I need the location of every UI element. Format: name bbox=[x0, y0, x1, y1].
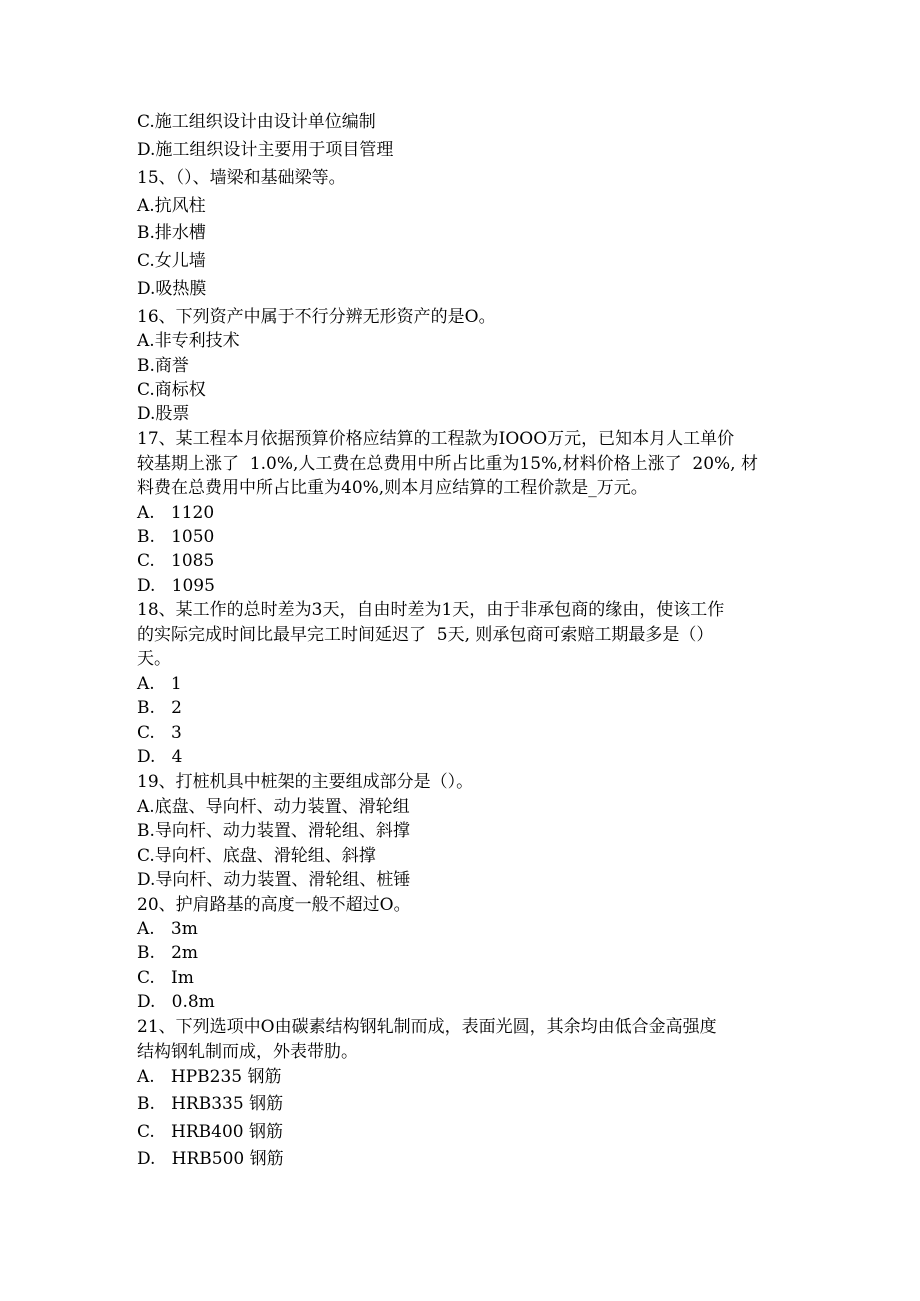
option-line: A. 3m bbox=[137, 919, 198, 939]
option-line: D. 4 bbox=[137, 747, 183, 767]
option-line: C.施工组织设计由设计单位编制 bbox=[137, 112, 376, 132]
option-line: C.女儿墙 bbox=[137, 251, 206, 271]
question-line: 天。 bbox=[137, 649, 171, 669]
option-line: A.抗风柱 bbox=[137, 196, 206, 216]
option-line: C. 3 bbox=[137, 723, 182, 743]
option-line: C.导向杆、底盘、滑轮组、斜撑 bbox=[137, 846, 376, 866]
question-line: 料费在总费用中所占比重为40%,则本月应结算的工程价款是_万元。 bbox=[137, 478, 648, 498]
option-line: B. HRB335 钢筋 bbox=[137, 1094, 284, 1114]
option-line: C.商标权 bbox=[137, 380, 206, 400]
question-line: 18、某工作的总时差为3天，自由时差为1天，由于非承包商的缘由，使该工作 bbox=[137, 600, 725, 620]
option-line: D. HRB500 钢筋 bbox=[137, 1149, 284, 1169]
option-line: D. 1095 bbox=[137, 576, 215, 596]
question-line: 21、下列选项中O由碳素结构钢轧制而成，表面光圆，其余均由低合金高强度 bbox=[137, 1017, 717, 1037]
option-line: D.导向杆、动力装置、滑轮组、桩锤 bbox=[137, 870, 411, 890]
option-line: A. 1120 bbox=[137, 503, 215, 523]
option-line: B. 2 bbox=[137, 698, 182, 718]
question-line: 20、护肩路基的高度一般不超过O。 bbox=[137, 895, 411, 915]
option-line: B.排水槽 bbox=[137, 223, 206, 243]
question-line: 17、某工程本月依据预算价格应结算的工程款为IOOO万元，已知本月人工单价 bbox=[137, 429, 735, 449]
option-line: A.底盘、导向杆、动力装置、滑轮组 bbox=[137, 797, 410, 817]
option-line: A. 1 bbox=[137, 674, 182, 694]
option-line: B. 2m bbox=[137, 943, 199, 963]
option-line: C. HRB400 钢筋 bbox=[137, 1122, 283, 1142]
option-line: D.吸热膜 bbox=[137, 279, 207, 299]
option-line: A.非专利技术 bbox=[137, 331, 240, 351]
question-line: 较基期上涨了 1.0%,人工费在总费用中所占比重为15%,材料价格上涨了 20%, 材 bbox=[137, 454, 758, 474]
option-line: B.商誉 bbox=[137, 356, 189, 376]
option-line: B.导向杆、动力装置、滑轮组、斜撑 bbox=[137, 821, 410, 841]
question-line: 15、（）、墙梁和基础梁等。 bbox=[137, 168, 346, 188]
option-line: C. Im bbox=[137, 968, 194, 988]
option-line: B. 1050 bbox=[137, 527, 215, 547]
option-line: D. 0.8m bbox=[137, 992, 215, 1012]
question-line: 结构钢轧制而成，外表带肋。 bbox=[137, 1042, 358, 1062]
question-line: 19、打桩机具中桩架的主要组成部分是（）。 bbox=[137, 772, 474, 792]
option-line: C. 1085 bbox=[137, 551, 215, 571]
question-line: 的实际完成时间比最早完工时间延迟了 5天, 则承包商可索赔工期最多是（） bbox=[137, 625, 714, 645]
option-line: D.施工组织设计主要用于项目管理 bbox=[137, 140, 394, 160]
question-line: 16、下列资产中属于不行分辨无形资产的是O。 bbox=[137, 307, 496, 327]
option-line: D.股票 bbox=[137, 404, 190, 424]
option-line: A. HPB235 钢筋 bbox=[137, 1067, 282, 1087]
